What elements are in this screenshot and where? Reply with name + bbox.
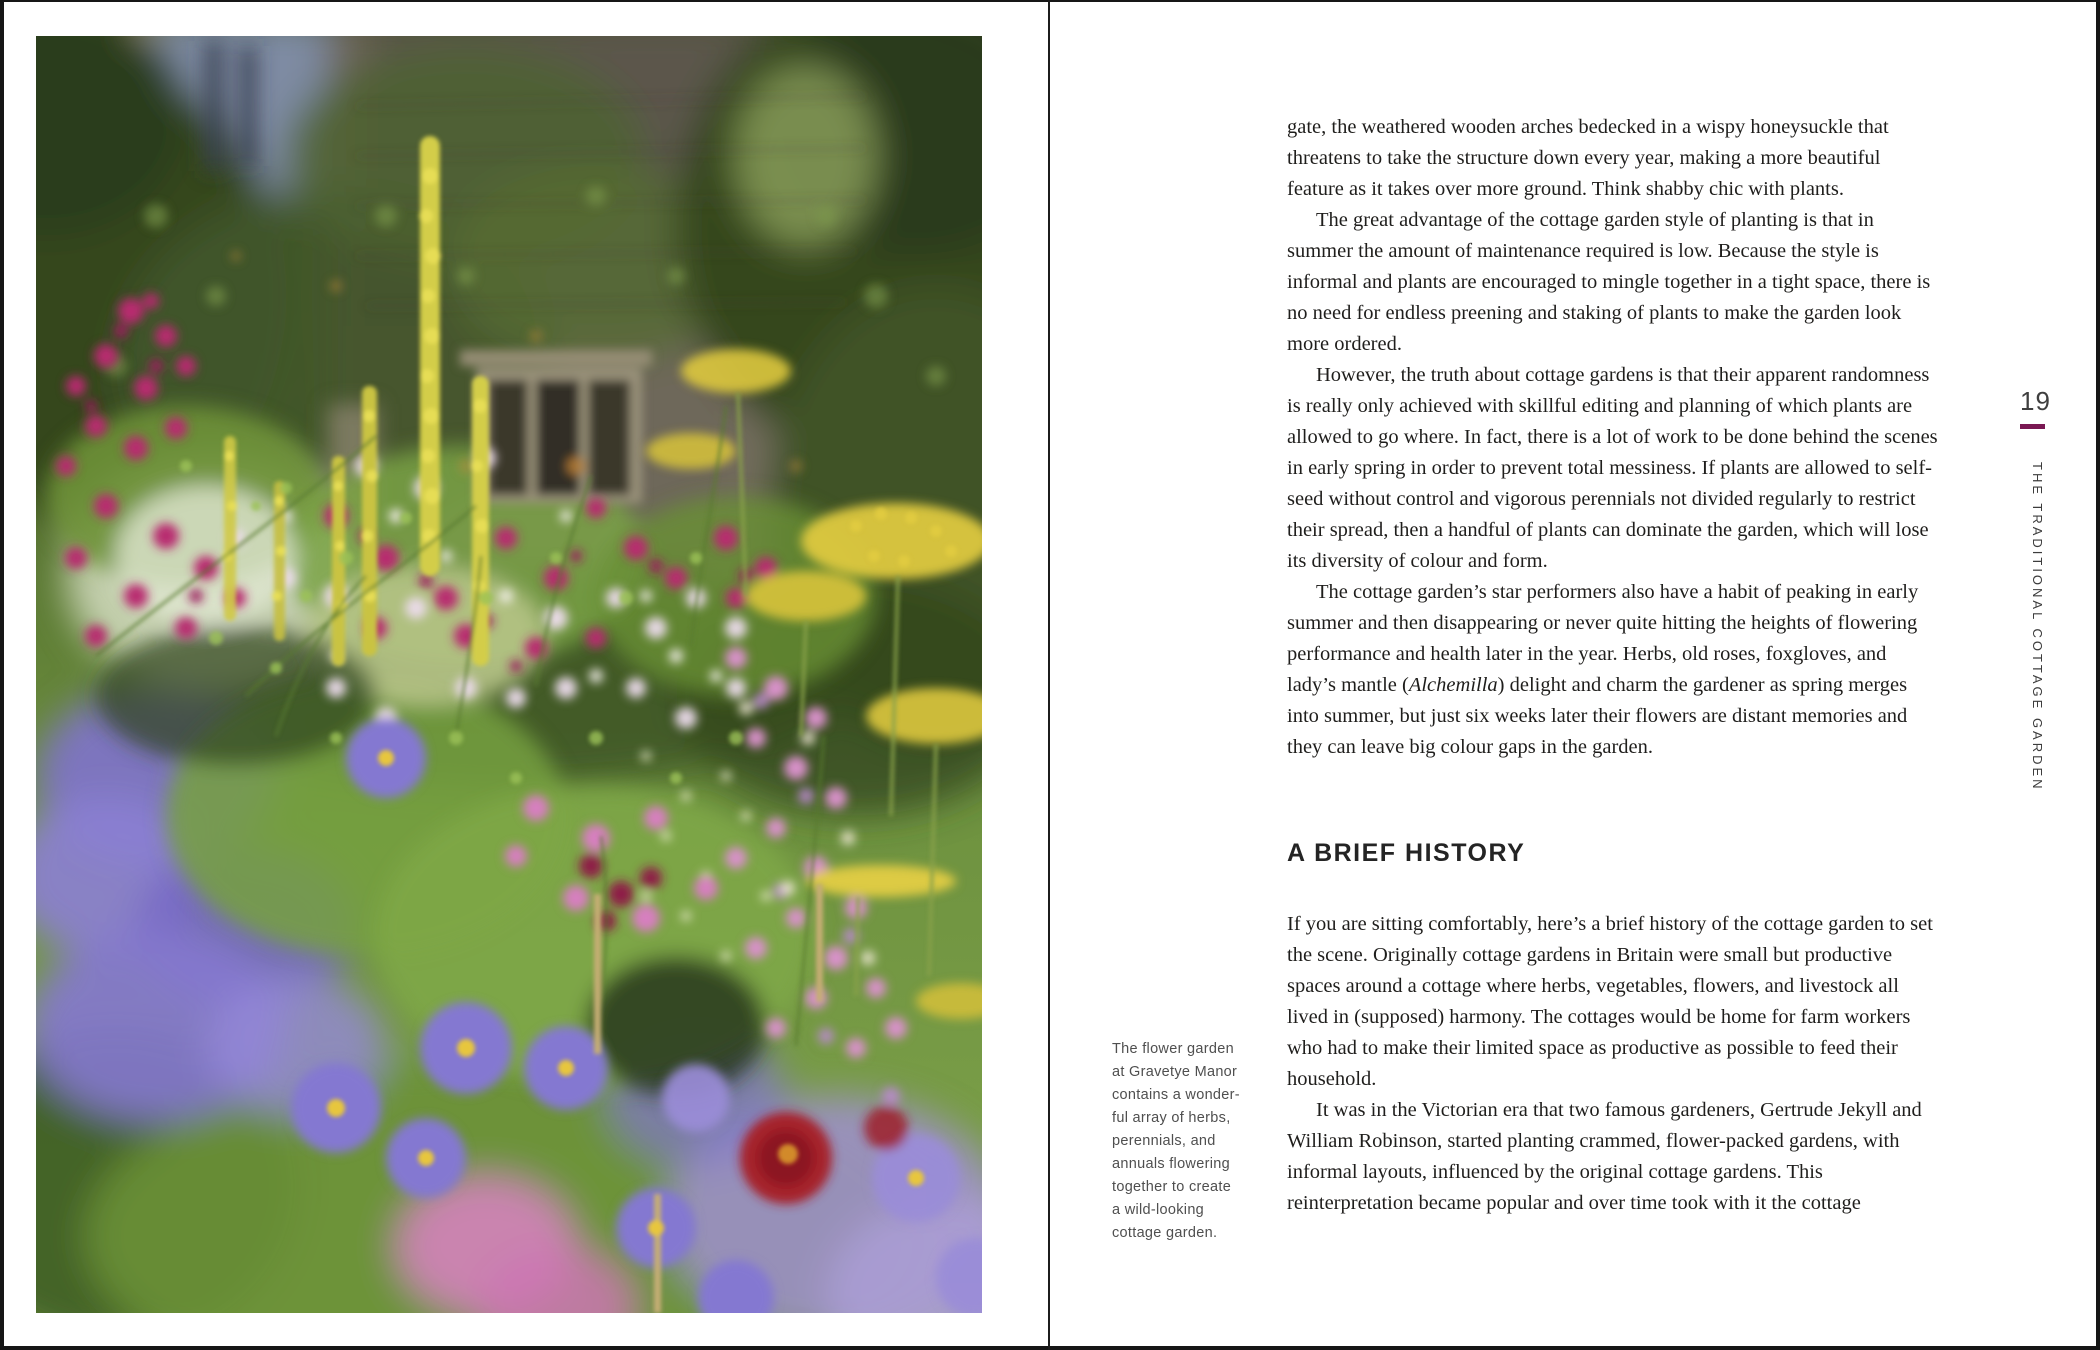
scan-edge-right (2096, 0, 2100, 1350)
paragraph (1287, 577, 1939, 763)
section-heading: A BRIEF HISTORY (1287, 839, 1526, 867)
garden-photograph (36, 36, 982, 1313)
paragraph: The great advantage of the cottage garden style of planting is that in summer the amount of maintenance required is low. Because the style is informal and plants are encouraged to mingle together in a tight space, there is no need for endless preening and staking of plants to make the garden look more ordered. (1287, 209, 1931, 355)
page-spine-divider (1048, 0, 1050, 1350)
body-text-column (1287, 112, 1939, 763)
paragraph: It was in the Victorian era that two famous gardeners, Gertrude Jekyll and William Robinson, started planting crammed, flower-packed gardens, with informal layouts, influenced by the original cottage gardens. This reinterpretation became popular and over time took with it the cottage (1287, 1099, 1922, 1214)
photo-caption: The flower garden at Gravetye Manor contains a wonder- ful array of herbs, perennials, and annuals flowering together to create a wild-looking cottage garden. (1112, 1041, 1240, 1241)
history-section (1287, 838, 1939, 1219)
folio-accent-rule (2020, 424, 2045, 429)
paragraph: gate, the weathered wooden arches bedecked in a wispy honeysuckle that threatens to take the structure down every year, making a more beautiful feature as it takes over more ground. Think shabby chic with plants. (1287, 116, 1889, 200)
latin-plant-name: Alchemilla (1408, 674, 1498, 696)
paragraph-text: ) delight and charm the gardener as spring merges into summer, but just six weeks later their flowers are distant memories and they can leave big colour gaps in the garden. (1287, 674, 1908, 758)
garden-photo-illustration (36, 36, 982, 1313)
scan-edge-top (0, 0, 2100, 2)
paragraph: If you are sitting comfortably, here’s a brief history of the cottage garden to set the scene. Originally cottage gardens in Britain were small but productive spaces around a cottage where herbs, vegetables, flowers, and livestock all lived in (supposed) harmony. The cottages would be home for farm workers who had to make their limited space as productive as possible to feed their household. (1287, 913, 1933, 1090)
scan-edge-left (0, 0, 4, 1350)
scan-edge-bottom (0, 1346, 2100, 1350)
paragraph: However, the truth about cottage gardens is that their apparent randomness is really only achieved with skillful editing and planning of which plants are allowed to go where. In fact, there is a lot of work to be done behind the scenes in early spring in order to prevent total messiness. If plants are allowed to self-seed without control and vigorous perennials not divided regularly to restrict their spread, then a handful of plants can dominate the garden, which will lose its diversity of colour and form. (1287, 364, 1938, 572)
page-number: 19 (2020, 386, 2051, 416)
paragraph-text: The cottage garden’s star performers also have a habit of peaking in early summer and then disappearing or never quite hitting the heights of flowering performance and health later in the year. Herbs, old roses, foxgloves, and lady’s mantle ( (1287, 581, 1919, 696)
chapter-sidebar-title: THE TRADITIONAL COTTAGE GARDEN (2030, 462, 2045, 792)
page-number-block (2020, 386, 2051, 429)
